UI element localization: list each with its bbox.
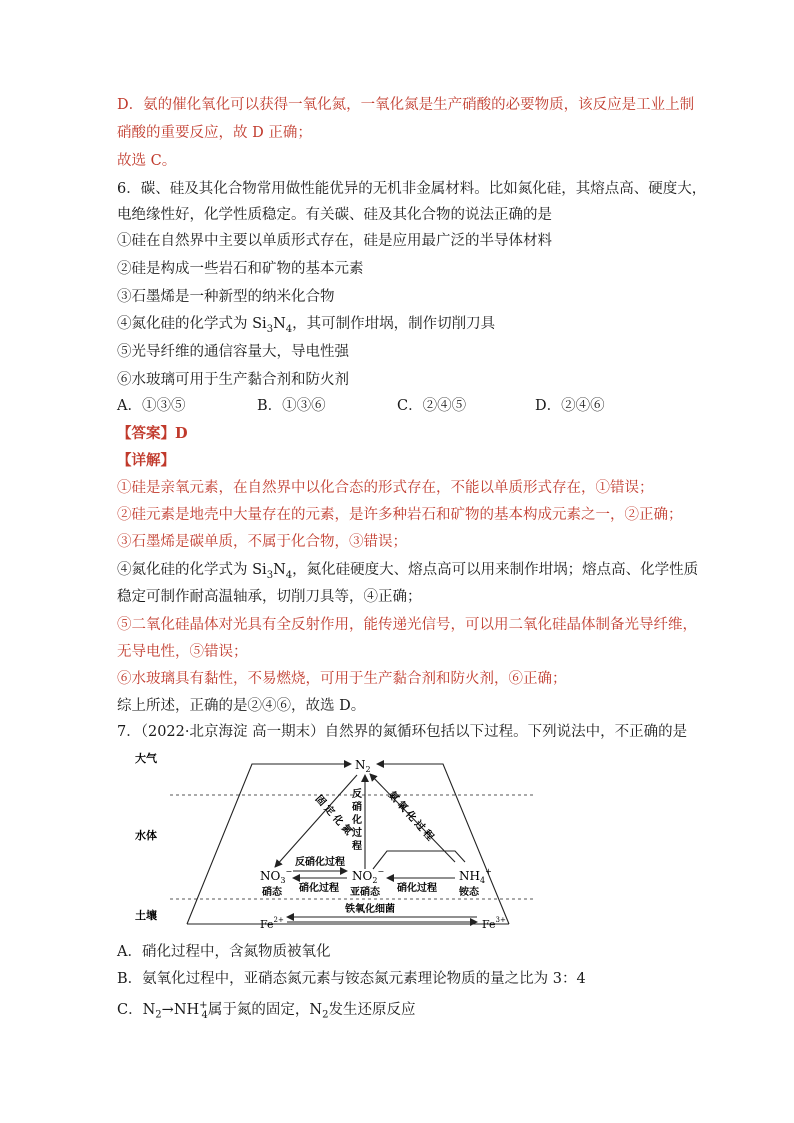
q6-explain-4-line2: 稳定可制作耐高温轴承，切削刀具等，④正确；: [117, 589, 422, 605]
denitrification-vertical-label: 反硝化过程: [352, 789, 362, 852]
nitrification-label-2: 硝化过程: [397, 883, 437, 894]
prev-option-d-line1: D．氨的催化氧化可以获得一氧化氮，一氧化氮是生产硝酸的必要物质，该反应是工业上制: [117, 97, 695, 113]
nitrification-label-1: 硝化过程: [299, 883, 339, 894]
n2-node: $N_2$: [355, 758, 371, 774]
q6-option-c: C．②④⑤: [397, 398, 467, 414]
prev-conclusion: 故选 C。: [117, 153, 177, 169]
no3-node: $NO_3^-$: [260, 867, 293, 885]
q6-explain-1: ①硅是亲氧元素，在自然界中以化合态的形式存在，不能以单质形式存在，①错误；: [117, 480, 654, 496]
q6-statement-2: ②硅是构成一些岩石和矿物的基本元素: [117, 261, 364, 277]
q7-c-part1: C．N: [117, 1001, 156, 1018]
fixation-arrow: [275, 775, 357, 867]
q6-s4-part3: ，其可制作坩埚，制作切削刀具: [292, 316, 496, 332]
q7-c-part3: 属于氮的固定，N: [207, 1001, 323, 1018]
no2-node: $NO_2^-$: [352, 867, 385, 885]
q6-explain-6: ⑥水玻璃具有黏性，不易燃烧，可用于生产黏合剂和防火剂，⑥正确；: [117, 671, 567, 687]
q6-statement-6: ⑥水玻璃可用于生产黏合剂和防火剂: [117, 372, 349, 388]
q6-s4-part2: N: [273, 316, 286, 332]
q6-statement-5: ⑤光导纤维的通信容量大，导电性强: [117, 344, 349, 360]
layer-soil-label: 土壤: [135, 909, 157, 922]
q6-stem-line2: 电绝缘性好，化学性质稳定。有关碳、硅及其化合物的说法正确的是: [117, 207, 552, 223]
q6-stem-line1: 6．碳、硅及其化合物常用做性能优异的无机非金属材料。比如氮化硅，其熔点高、硬度大，: [117, 181, 707, 197]
outer-cycle-right: [377, 764, 509, 924]
q6-e4-part3: ，氮化硅硬度大、熔点高可以用来制作坩埚；熔点高、化学性质: [292, 562, 699, 578]
anammox-connector: [373, 851, 465, 869]
q6-s4-part1: ④氮化硅的化学式为 Si: [117, 316, 267, 332]
q6-e4-part1: ④氮化硅的化学式为 Si: [117, 562, 267, 578]
q6-explain-5-line1: ⑤二氧化硅晶体对光具有全反射作用，能传递光信号，可以用二氧化硅晶体制备光导纤维，: [117, 617, 697, 633]
q7-option-a: A．硝化过程中，含氮物质被氧化: [117, 944, 331, 960]
q6-explain-3: ③石墨烯是碳单质，不属于化合物，③错误；: [117, 534, 407, 550]
fe2-node: $Fe^{2+}$: [260, 916, 284, 931]
q7-c-part2: →NH: [161, 1001, 200, 1018]
denitrification-horizontal-label: 反硝化过程: [295, 857, 345, 868]
q6-statement-1: ①硅在自然界中主要以单质形式存在，硅是应用最广泛的半导体材料: [117, 233, 552, 249]
q6-summary: 综上所述，正确的是②④⑥，故选 D。: [117, 698, 366, 714]
nitrogen-cycle-diagram: [125, 747, 545, 937]
q6-explain-5-line2: 无导电性，⑤错误；: [117, 644, 248, 660]
q6-option-b: B．①③⑥: [257, 398, 326, 414]
q7-stem: 7．（2022·北京海淀 高一期末）自然界的氮循环包括以下过程。下列说法中，不正确的是: [117, 724, 688, 740]
nh4-name: 铵态: [459, 887, 479, 898]
iron-bacteria-label: 铁氧化细菌: [345, 904, 395, 915]
prev-option-d-line2: 硝酸的重要反应，故 D 正确；: [117, 125, 312, 141]
q7-option-b: B．氨氧化过程中，亚硝态氮元素与铵态氮元素理论物质的量之比为 3：4: [117, 971, 586, 987]
q6-option-d: D．②④⑥: [535, 398, 605, 414]
fixation-label: 固定化氮: [312, 793, 354, 838]
q6-statement-4: ④氮化硅的化学式为 $Si_3N_4$，其可制作坩埚，制作切削刀具: [117, 316, 496, 335]
no2-name: 亚硝态: [350, 887, 380, 898]
q6-explain-4-line1: ④氮化硅的化学式为 $Si_3N_4$，氮化硅硬度大、熔点高可以用来制作坩埚；熔点高、化学性质: [117, 562, 699, 581]
fe3-node: $Fe^{3+}$: [482, 916, 506, 931]
outer-cycle-left: [187, 764, 351, 924]
q6-explain-2: ②硅元素是地壳中大量存在的元素，是许多种岩石和矿物的基本构成元素之一，②正确；: [117, 507, 683, 523]
layer-air-label: 大气: [135, 752, 157, 765]
q6-answer-label: 【答案】D: [117, 425, 188, 442]
q7-option-c: C．$N_2\to NH^+_4$属于氮的固定，$N_2$发生还原反应: [117, 1000, 416, 1021]
q6-detail-label: 【详解】: [117, 452, 175, 469]
anammox-label: 氨氧化过程: [385, 789, 436, 844]
q6-option-a: A．①③⑤: [117, 398, 186, 414]
q6-e4-part2: N: [273, 562, 286, 578]
q7-c-part4: 发生还原反应: [328, 1001, 416, 1018]
no3-name: 硝态: [262, 887, 282, 898]
nh4-node: $NH_4^+$: [459, 867, 492, 885]
q6-statement-3: ③石墨烯是一种新型的纳米化合物: [117, 289, 335, 305]
layer-water-label: 水体: [135, 829, 157, 842]
